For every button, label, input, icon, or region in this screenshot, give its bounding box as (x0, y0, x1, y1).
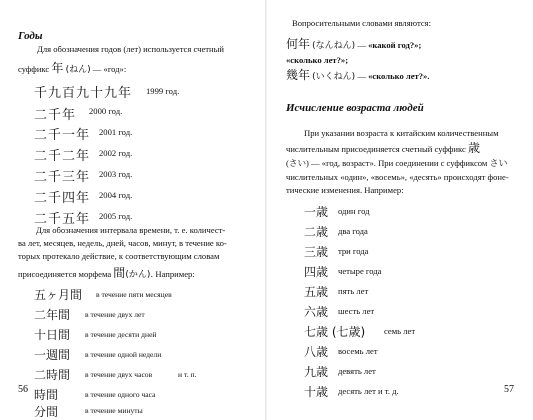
suffix-line (18, 63, 126, 75)
question-gloss: «сколько лет?»; (286, 55, 349, 65)
age-suffix-kana: さい (489, 159, 508, 169)
question-dash: — (357, 40, 366, 50)
age-suffix-kanji: 歳 (467, 141, 480, 155)
interval-kanji: 時間 (34, 388, 59, 402)
year-label: 2005 год. (99, 211, 133, 221)
year-label: 2003 год. (99, 169, 133, 179)
age-kanji: 一歳 (304, 205, 329, 219)
interval-label: в течение десяти дней (85, 330, 157, 339)
age-kanji: 六歳 (304, 305, 329, 319)
left-page (0, 0, 266, 420)
interval-para-line: торых протекало действие, к соответствующим словам (18, 251, 220, 261)
year-kanji: 二千三年 (34, 170, 91, 185)
question-gloss: «какой год?»; (368, 40, 422, 50)
age-kanji: 四歳 (304, 265, 329, 279)
year-label: 2004 год. (99, 190, 133, 200)
question-kanji: 幾年 (286, 68, 311, 82)
year-label: 2001 год. (99, 127, 133, 137)
question-kanji: 何年 (286, 37, 311, 51)
interval-label: в течение одного часа (85, 390, 156, 399)
interval-kanji: 二時間 (34, 368, 71, 382)
interval-label: в течение двух лет (85, 310, 145, 319)
age-para-text: (さい) — «год, возраст». При соединении с суффиксом (286, 158, 488, 168)
year-label: 2000 год. (89, 106, 123, 116)
interval-para-line: ва лет, месяцев, недель, дней, часов, минут, в течение ко- (18, 238, 227, 248)
interval-label: в течение одной недели (85, 350, 162, 359)
age-label: восемь лет (338, 346, 378, 356)
year-label: 1999 год. (146, 86, 180, 96)
question-gloss: «сколько лет?». (368, 71, 430, 81)
year-kanji: 千九百九十九年 (34, 86, 133, 101)
age-para-line (286, 143, 480, 154)
age-kanji: 八歳 (304, 345, 329, 359)
suffix-reading: (ねん) (65, 65, 91, 75)
age-label: семь лет (384, 326, 416, 336)
age-para-line: тические изменения. Например: (286, 185, 404, 195)
age-label: один год (338, 206, 370, 216)
age-kanji: 十歳 (304, 385, 329, 399)
age-kanji: 三歳 (304, 245, 329, 259)
age-label: девять лет (338, 366, 376, 376)
interval-kanji: 十日間 (34, 328, 71, 342)
age-kanji: 七歳 (七歳) (304, 325, 366, 339)
interval-label: в течение пяти месяцев (96, 290, 172, 299)
suffix-gloss: «год»: (103, 64, 127, 74)
morpheme-example: Например: (155, 269, 195, 279)
morpheme-kanji: 間 (113, 266, 126, 280)
morpheme-intro: присоединяется морфема (18, 269, 112, 279)
page-number-left: 56 (18, 384, 28, 395)
interval-label: в течение двух часов (85, 370, 153, 379)
year-kanji: 二千一年 (34, 128, 91, 143)
year-label: 2002 год. (99, 148, 133, 158)
age-label: пять лет (338, 286, 369, 296)
interval-etc: и т. п. (178, 370, 197, 379)
interval-para-line: Для обозначения интервала времени, т. е. количест- (36, 225, 226, 235)
age-label: два года (338, 226, 368, 236)
age-label: десять лет и т. д. (338, 386, 399, 396)
year-kanji: 二千年 (34, 108, 77, 123)
age-kanji: 九歳 (304, 365, 329, 379)
question-reading: (いくねん) (312, 72, 356, 82)
morpheme-reading: (かん). (125, 270, 154, 280)
interval-kanji: 一週間 (34, 348, 71, 362)
question-reading: (なんねん) (312, 41, 356, 51)
age-label: шесть лет (338, 306, 375, 316)
question-row (286, 70, 430, 82)
section-heading-years: Годы (18, 30, 43, 42)
morpheme-line (18, 268, 195, 280)
question-row (286, 39, 421, 51)
year-kanji: 二千二年 (34, 149, 91, 164)
section-heading-age: Исчисление возраста людей (286, 102, 424, 114)
age-para-text: числительным присоединяется счетный суффикс (286, 144, 466, 154)
suffix-dash: — (92, 64, 102, 74)
right-page (266, 0, 533, 420)
suffix-label: суффикс (18, 64, 50, 74)
interval-kanji: 五ヶ月間 (34, 288, 83, 302)
interval-kanji: 分間 (34, 405, 59, 419)
year-kanji: 二千五年 (34, 212, 91, 227)
intro-line: Для обозначения годов (лет) используется счетный (37, 44, 224, 54)
age-para-line: числительных «один», «восемь», «десять» происходят фоне- (286, 172, 509, 182)
question-intro: Вопросительными словами являются: (292, 18, 431, 28)
age-para-line (286, 158, 508, 169)
year-kanji: 二千四年 (34, 191, 91, 206)
interval-kanji: 二年間 (34, 308, 71, 322)
age-para-line: При указании возраста к китайским количественным (304, 128, 499, 138)
age-label: четыре года (338, 266, 382, 276)
age-kanji: 五歳 (304, 285, 329, 299)
page-number-right: 57 (504, 384, 514, 395)
suffix-kanji: 年 (51, 61, 64, 75)
age-kanji: 二歳 (304, 225, 329, 239)
age-label: три года (338, 246, 369, 256)
question-dash: — (357, 71, 366, 81)
interval-label: в течение минуты (85, 406, 143, 415)
